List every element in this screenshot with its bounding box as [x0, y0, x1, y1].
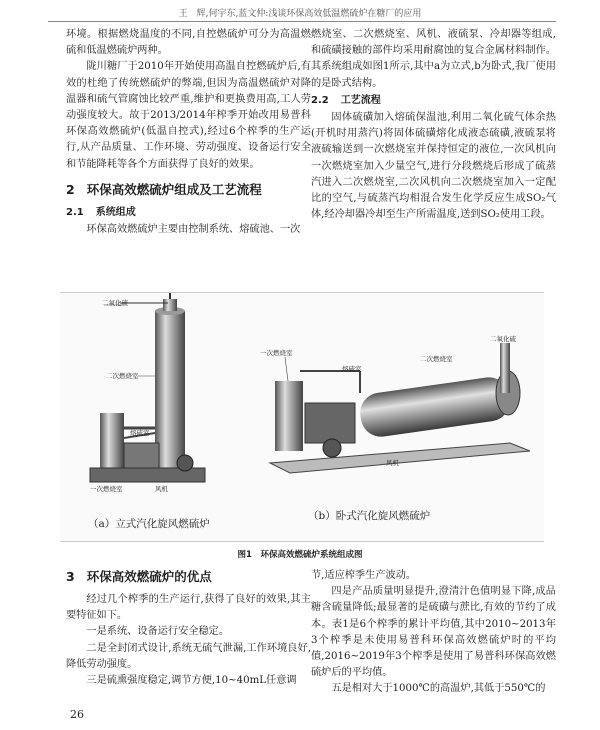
subcaption-b: （b）卧式汽化旋风燃硫炉 [308, 510, 431, 522]
page-number: 26 [70, 708, 84, 721]
section-2-2-heading: 2.2 工艺流程 [311, 94, 381, 106]
paragraph: 固体硫磺加入熔硫保温池,利用二氧化硫气体余热(开机时用蒸汽)将固体硫磺熔化成液态硫磺,液硫泵将液硫输送到一次燃烧室并保持恒定的液位,一次风机向一次燃烧室加入少量空气,进行分段燃烧后形成了硫蒸汽进入二次燃烧室,二次风机向二次燃烧室加入一定配比的空气,与硫蒸汽均相混合发生化学反应生成SO₂气体,经冷却器冷却至生产所需温度,送到SO₂使用工段。 [311, 112, 556, 221]
section-3-heading: 3 环保高效燃硫炉的优点 [66, 569, 212, 584]
figure-1 [60, 292, 544, 542]
subcaption-a: （a）立式汽化旋风燃硫炉 [88, 518, 210, 530]
label-primary-chamber-a: 一次燃烧室 [90, 485, 123, 493]
vertical-furnace-drawing [90, 293, 205, 493]
paragraph: 四是产品质量明显提升,澄清汁色值明显下降,成品糖含硫量降低;最显著的是硫磺与蔗比,有效的节约了成本。表1是6个榨季的累计平均值,其中2010~2013年3个榨季是未使用易普科环保高效燃硫炉时的平均值,2016~2019年3个榨季是使用了易普科环保高效燃硫炉后的平均值。 [311, 586, 556, 679]
label-fan-b: 风机 [386, 459, 399, 467]
paragraph: 二是全封闭式设计,系统无硫气泄漏,工作环境良好,降低劳动强度。 [66, 642, 311, 670]
paragraph: 陇川糖厂于2010年开始使用高温自控燃硫炉后,有效的杜绝了传统燃硫炉的弊端,但因为高温燃硫炉对降温器和硫气管腐蚀比较严重,维护和更换费用高,工人劳动强度较大。故于2013/2014年榨季开始改用易普科环保高效燃硫炉(低温自控式),经过6个榨季的生产运行,从产品质量、工作环境、劳动强度、设备运行安全和节能降耗等各个方面获得了良好的效果。 [66, 61, 311, 170]
paragraph: 节,适应榨季生产波动。 [311, 570, 417, 581]
label-melting-b: 熔硫室 [342, 365, 362, 373]
label-secondary-chamber-a: 二次燃烧室 [106, 372, 139, 380]
left-column-bottom [66, 568, 311, 689]
base-plate [270, 443, 530, 473]
paragraph: 环境。根据燃烧温度的不同,自控燃硫炉可分为高温燃硫和低温燃硫炉两种。 [66, 29, 311, 57]
right-column-top [311, 27, 556, 223]
fan-b [323, 439, 341, 457]
section-2-heading: 2 环保高效燃硫炉组成及工艺流程 [66, 181, 262, 197]
melting-box-b [305, 403, 355, 443]
label-secondary-chamber-b: 二次燃烧室 [420, 355, 453, 363]
figure-illustration [60, 293, 544, 541]
label-so2-a: 二氧化硫 [102, 299, 128, 307]
figure-caption: 图1 环保高效燃硫炉系统组成图 [237, 550, 363, 560]
paragraph: 三是硫熏强度稳定,调节方便,10~40mL任意调 [86, 675, 297, 687]
left-column-top [66, 27, 311, 238]
section-2-1-heading: 2.1 系统组成 [66, 206, 136, 218]
paragraph: 环保高效燃硫炉主要由控制系统、熔硫池、一次 [86, 224, 301, 236]
right-column-bottom [311, 568, 556, 698]
header-rule [48, 21, 556, 22]
paragraph: 五是相对大于1000℃的高温炉,其低于550℃的 [331, 683, 546, 695]
horizontal-furnace-drawing [260, 334, 530, 473]
secondary-combustion-drum [358, 375, 513, 439]
paragraph: 一是系统、设备运行安全稳定。 [86, 626, 230, 638]
running-header: 王 辉,何宇东,蓝文仲:浅谈环保高效低温燃硫炉在糖厂的应用 [178, 9, 422, 19]
paragraph: 燃烧室、二次燃烧室、风机、液硫泵、冷却器等组成,和硫磺接触的部件均采用耐腐蚀的复合金属材料制作。其系统组成如图1所示,其中a为立式,b为卧式,我厂使用的是卧式结构。 [311, 29, 556, 89]
so2-outlet-pipe [500, 343, 510, 393]
fan [177, 455, 193, 471]
paragraph: 经过几个榨季的生产运行,获得了良好的效果,其主要特征如下。 [66, 594, 311, 622]
primary-chamber-b [275, 381, 303, 451]
label-primary-chamber-b: 一次燃烧室 [260, 349, 293, 357]
primary-chamber [100, 413, 124, 468]
label-fan-a: 风机 [155, 485, 168, 493]
label-melting-a: 熔硫室 [130, 429, 150, 437]
label-so2-b: 二氧化硫 [490, 335, 516, 343]
